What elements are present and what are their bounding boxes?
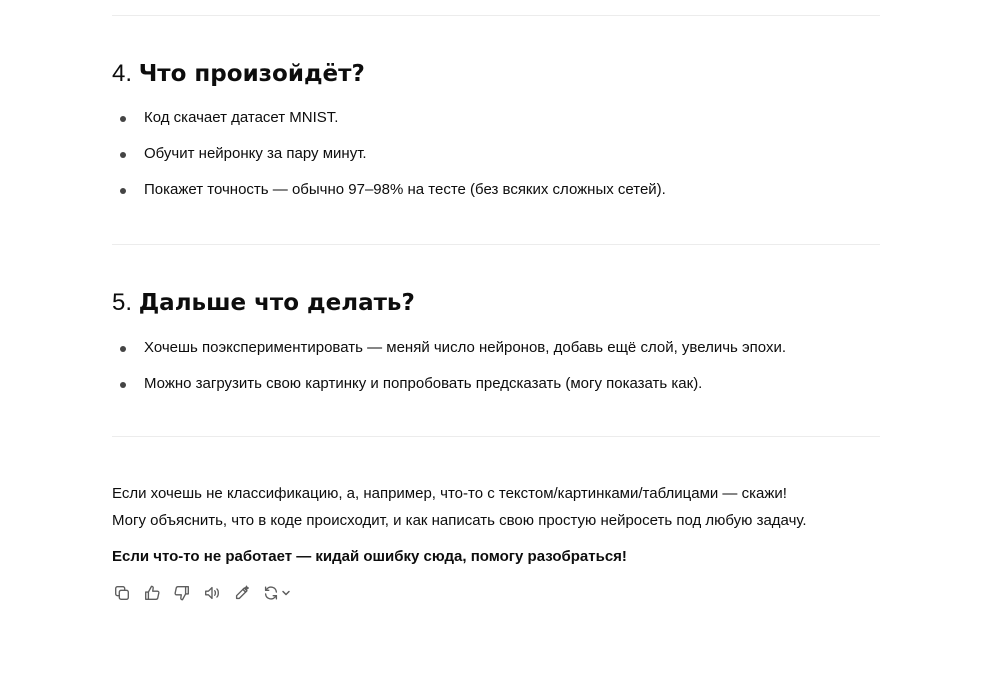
thumbs-up-button[interactable]: [142, 583, 162, 603]
list-item: [112, 108, 880, 128]
thumbs-up-icon: [143, 584, 161, 602]
bullet-list: [112, 108, 880, 216]
section-number: 5.: [112, 289, 133, 316]
list-item-text: Хочешь поэкспериментировать — меняй число нейронов, добавь ещё слой, увеличь эпохи.: [144, 339, 786, 356]
list-item-text: Покажет точность — обычно 97–98% на тесте (без всяких сложных сетей).: [144, 181, 666, 198]
closing-text-line: Могу объяснить, что в коде происходит, и как написать свою простую нейросеть под любую задачу.: [112, 512, 807, 529]
list-item-text: Код скачает датасет MNIST.: [144, 109, 339, 126]
section-heading: [112, 287, 415, 319]
bullet-icon: [120, 152, 126, 158]
read-aloud-button[interactable]: [202, 583, 222, 603]
bullet-icon: [120, 188, 126, 194]
bullet-icon: [120, 116, 126, 122]
chevron-down-icon: [280, 587, 292, 599]
bullet-list: [112, 338, 880, 410]
closing-text-line: Если хочешь не классификацию, а, например, что-то с текстом/картинками/таблицами — скажи!: [112, 485, 787, 502]
list-item: [112, 338, 880, 358]
closing-bold-text: Если что-то не работает — кидай ошибку сюда, помогу разобраться!: [112, 548, 627, 565]
regenerate-button[interactable]: [262, 583, 296, 603]
section-title: Что произойдёт?: [138, 61, 365, 87]
list-item-text: Обучит нейронку за пару минут.: [144, 145, 367, 162]
regenerate-icon: [262, 584, 280, 602]
divider: [112, 244, 880, 245]
copy-icon: [113, 584, 131, 602]
message-action-bar: [112, 583, 306, 603]
list-item: [112, 144, 880, 164]
list-item: [112, 374, 880, 394]
section-title: Дальше что делать?: [138, 290, 415, 316]
read-aloud-icon: [203, 584, 221, 602]
copy-button[interactable]: [112, 583, 132, 603]
divider: [112, 15, 880, 16]
list-item: [112, 180, 880, 200]
thumbs-down-button[interactable]: [172, 583, 192, 603]
section-heading: [112, 58, 365, 90]
edit-icon: [233, 584, 251, 602]
section-number: 4.: [112, 60, 133, 87]
divider: [112, 436, 880, 437]
list-item-text: Можно загрузить свою картинку и попробовать предсказать (могу показать как).: [144, 375, 703, 392]
thumbs-down-icon: [173, 584, 191, 602]
bullet-icon: [120, 346, 126, 352]
edit-button[interactable]: [232, 583, 252, 603]
bullet-icon: [120, 382, 126, 388]
